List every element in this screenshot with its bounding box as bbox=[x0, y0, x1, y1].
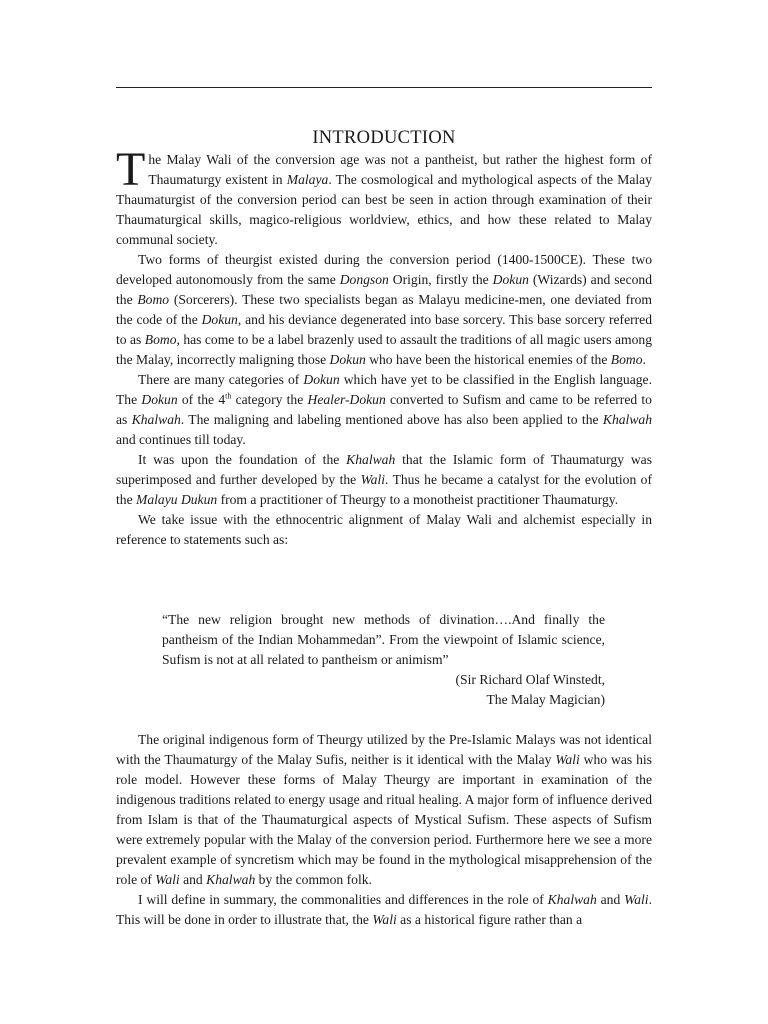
text-span: who have been the historical enemies of the bbox=[365, 352, 611, 367]
drop-cap: T bbox=[116, 143, 146, 196]
text-span: category the bbox=[231, 392, 308, 407]
paragraph-1 bbox=[116, 143, 652, 250]
text-span: from a practitioner of Theurgy to a monotheist practitioner Thaumaturgy. bbox=[217, 492, 619, 507]
text-span: The original indigenous form of Theurgy utilized by the Pre-Islamic Malays was not identical with the Thaumaturgy of the Malay Sufis, neither is it identical with the Malay bbox=[116, 732, 652, 767]
italic-term: Khalwah bbox=[547, 892, 597, 907]
text-span: (Wizards) and second the bbox=[116, 272, 653, 307]
text-span: It was upon the foundation of the bbox=[138, 452, 347, 467]
text-span: he Malay Wali of the conversion age was not a pantheist, but rather the highest form of Thaumaturgy existent in bbox=[148, 152, 652, 187]
text-span: . This will be done in order to illustrate that, the bbox=[116, 892, 652, 927]
text-span: I will define in summary, the commonalities and differences in the role of bbox=[138, 892, 548, 907]
block-quote: “The new religion brought new methods of divination….And finally the pantheism of the Indian Mohammedan”. From the viewpoint of Islamic science, Sufism is not at all related to pantheism or animism” bbox=[162, 612, 605, 667]
italic-term: Dokun bbox=[201, 312, 238, 327]
text-span: that the Islamic form of Thaumaturgy was superimposed and further developed by the bbox=[116, 452, 653, 487]
text-span: . Thus he became a catalyst for the evolution of the bbox=[116, 472, 652, 507]
italic-term: Wali bbox=[155, 872, 180, 887]
text-span: which have yet to be classified in the English language. The bbox=[116, 372, 652, 407]
italic-term: Khalwah bbox=[346, 452, 396, 467]
text-span: and bbox=[179, 872, 207, 887]
italic-term: Dokun bbox=[141, 392, 178, 407]
superscript: th bbox=[225, 391, 232, 401]
text-span: of the 4 bbox=[177, 392, 226, 407]
italic-term: Dokun bbox=[329, 352, 366, 367]
italic-term: Malaya bbox=[286, 172, 329, 187]
paragraph-5: We take issue with the ethnocentric alignment of Malay Wali and alchemist especially in reference to statements such as: bbox=[116, 512, 652, 547]
text-span: There are many categories of bbox=[138, 372, 304, 387]
text-span: , has come to be a label brazenly used to assault the traditions of all magic users among the Malay, incorrectly maligning those bbox=[116, 332, 653, 367]
text-span: Origin, firstly the bbox=[388, 272, 493, 287]
italic-term: Khalwah bbox=[602, 412, 652, 427]
quote-attribution-source: The Malay Magician) bbox=[486, 692, 605, 707]
body-text-upper bbox=[116, 143, 653, 550]
text-span: converted to Sufism and came to be referred to as bbox=[116, 392, 652, 427]
italic-term: Healer-Dokun bbox=[307, 392, 386, 407]
text-span: and bbox=[596, 892, 625, 907]
text-span: . bbox=[642, 352, 646, 367]
paragraph-3 bbox=[116, 370, 652, 450]
text-span: who was his role model. However these forms of Malay Theurgy are important in examination of the indigenous traditions related to energy usage and ritual healing. A major form of influence derived from Islam is that of the Thaumaturgical aspects of Mystical Sufism. These aspects of Sufism were extremely popular with the Malay of the conversion period. Furthermore here we see a more prevalent example of syncretism which may be found in the mythological misapprehension of the role of bbox=[116, 752, 652, 887]
paragraph-2 bbox=[116, 250, 652, 370]
italic-term: Malayu Dukun bbox=[136, 492, 218, 507]
paragraph-6 bbox=[116, 730, 652, 890]
text-span: . The cosmological and mythological aspects of the Malay Thaumaturgist of the conversion period can best be seen in action through examination of their Thaumaturgical skills, magico-religious worldview, ethics, and how these related to Malay communal society. bbox=[116, 172, 652, 247]
text-span: (Sorcerers). These two specialists began as Malayu medicine-men, one deviated from the code of the bbox=[116, 292, 652, 327]
italic-term: Khalwah bbox=[131, 412, 181, 427]
text-span: , and his deviance degenerated into base sorcery. This base sorcery referred to as bbox=[116, 312, 652, 347]
text-span: by the common folk. bbox=[255, 872, 372, 887]
italic-term: Bomo bbox=[137, 292, 170, 307]
italic-term: Bomo bbox=[144, 332, 177, 347]
text-span: and continues till today. bbox=[116, 432, 246, 447]
italic-term: Wali bbox=[360, 472, 386, 487]
text-span: as a historical figure rather than a bbox=[396, 912, 583, 927]
body-text-lower bbox=[116, 730, 652, 930]
italic-term: Khalwah bbox=[206, 872, 256, 887]
italic-term: Wali bbox=[372, 912, 397, 927]
header-rule bbox=[116, 87, 652, 88]
section-heading: INTRODUCTION bbox=[312, 128, 456, 148]
italic-term: Bomo bbox=[610, 352, 643, 367]
italic-term: Wali bbox=[555, 752, 580, 767]
italic-term: Dokun bbox=[492, 272, 529, 287]
italic-term: Wali bbox=[624, 892, 649, 907]
paragraph-7 bbox=[116, 890, 652, 930]
italic-term: Dongson bbox=[339, 272, 389, 287]
text-span: Two forms of theurgist existed during the conversion period (1400-1500CE). These two developed autonomously from the same bbox=[116, 252, 652, 287]
quote-attribution-author: (Sir Richard Olaf Winstedt, bbox=[455, 672, 605, 687]
paragraph-4 bbox=[116, 450, 652, 510]
text-span: . The maligning and labeling mentioned above has also been applied to the bbox=[180, 412, 603, 427]
italic-term: Dokun bbox=[303, 372, 340, 387]
